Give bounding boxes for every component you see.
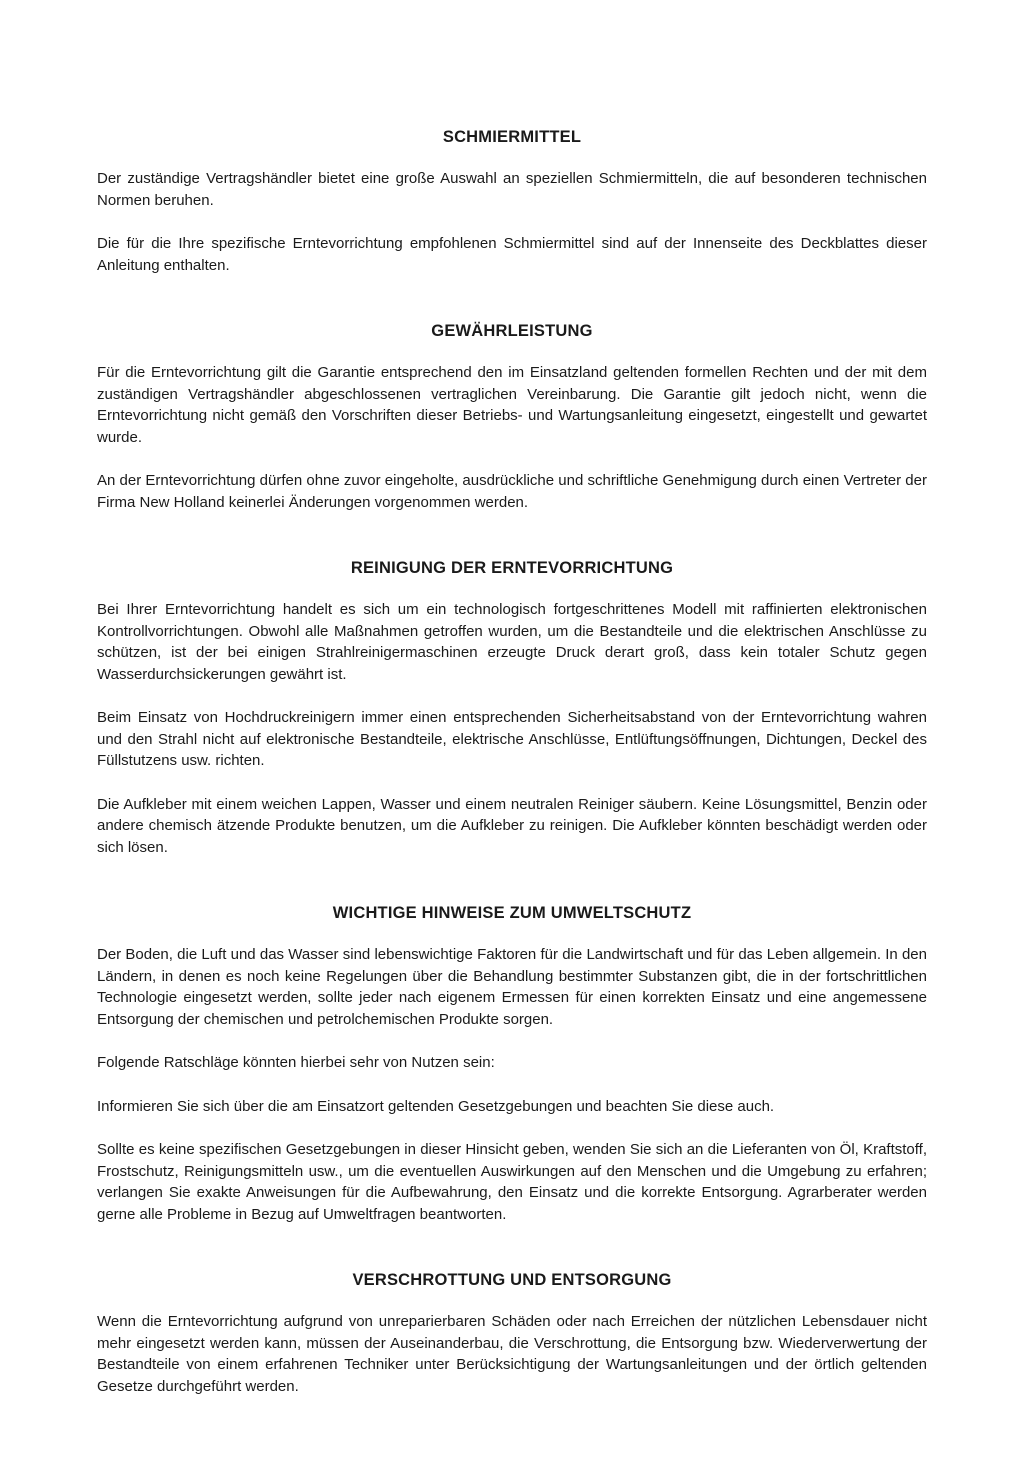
section-heading: WICHTIGE HINWEISE ZUM UMWELTSCHUTZ bbox=[332, 904, 692, 922]
paragraph: Sollte es keine spezifischen Gesetzgebungen in dieser Hinsicht geben, wenden Sie sich an die Lieferanten von Öl, Kraftstoff, Frostschutz, Reinigungsmitteln usw., um die eventuellen Auswirkungen auf den Menschen und die Umgebung zu erfahren; verlangen Sie exakte Anweisungen für die Aufbewahrung, den Einsatz und die korrekte Entsorgung. Agrarberater werden gerne alle Probleme in Bezug auf Umweltfragen beantworten. bbox=[97, 1141, 927, 1223]
section-reinigung bbox=[97, 559, 927, 858]
paragraph: Beim Einsatz von Hochdruckreinigern immer einen entsprechenden Sicherheitsabstand von der Erntevorrichtung wahren und den Strahl nicht auf elektronische Bestandteile, elektrische Anschlüsse, Entlüftungsöffnungen, Dichtungen, Deckel des Füllstutzens usw. richten. bbox=[97, 709, 927, 769]
paragraph: Folgende Ratschläge könnten hierbei sehr von Nutzen sein: bbox=[97, 1054, 495, 1071]
paragraph: Die Aufkleber mit einem weichen Lappen, Wasser und einem neutralen Reiniger säubern. Keine Lösungsmittel, Benzin oder andere chemisch ätzende Produkte benutzen, um die Aufkleber zu reinigen. Die Aufkleber könnten beschädigt werden oder sich lösen. bbox=[97, 795, 927, 856]
paragraph: Wenn die Erntevorrichtung aufgrund von unreparierbaren Schäden oder nach Erreichen der nützlichen Lebensdauer nicht mehr eingesetzt werden kann, müssen der Auseinanderbau, die Verschrottung, die Entsorgung bzw. Wiederverwertung der Bestandteile von einem erfahrenen Techniker unter Berücksichtigung der Wartungsanleitungen und der örtlich geltenden Gesetze durchgeführt werden. bbox=[97, 1313, 927, 1395]
paragraph: Die für die Ihre spezifische Erntevorrichtung empfohlenen Schmiermittel sind auf der Innenseite des Deckblattes dieser Anleitung enthalten. bbox=[97, 235, 927, 274]
section-verschrottung bbox=[97, 1271, 927, 1397]
section-umweltschutz bbox=[97, 904, 927, 1225]
paragraph: An der Erntevorrichtung dürfen ohne zuvor eingeholte, ausdrückliche und schriftliche Genehmigung durch einen Vertreter der Firma New Holland keinerlei Änderungen vorgenommen werden. bbox=[97, 472, 927, 511]
section-heading: REINIGUNG DER ERNTEVORRICHTUNG bbox=[350, 559, 674, 577]
paragraph: Für die Erntevorrichtung gilt die Garantie entsprechend den im Einsatzland geltenden formellen Rechten und der mit dem zuständigen Vertragshändler abgeschlossenen vertraglichen Vereinbarung. Die Garantie gilt jedoch nicht, wenn die Erntevorrichtung nicht gemäß den Vorschriften dieser Betriebs- und Wartungsanleitung eingesetzt, eingestellt und gewartet wurde. bbox=[97, 364, 927, 446]
paragraph: Informieren Sie sich über die am Einsatzort geltenden Gesetzgebungen und beachten Sie diese auch. bbox=[97, 1097, 775, 1115]
paragraph: Der Boden, die Luft und das Wasser sind lebenswichtige Faktoren für die Landwirtschaft und für das Leben allgemein. In den Ländern, in denen es noch keine Regelungen über die Behandlung bestimmter Substanzen gibt, die in der fortschrittlichen Technologie eingesetzt werden, sollte jeder nach eigenem Ermessen für einen korrekten Einsatz und eine angemessene Entsorgung der chemischen und petrolchemischen Produkte sorgen. bbox=[97, 946, 927, 1028]
section-schmiermittel bbox=[97, 128, 927, 276]
paragraph: Bei Ihrer Erntevorrichtung handelt es sich um ein technologisch fortgeschrittenes Modell mit raffinierten elektronischen Kontrollvorrichtungen. Obwohl alle Maßnahmen getroffen wurden, um die Bestandteile und die elektrischen Anschlüsse zu schützen, ist der bei einigen Strahlreinigermaschinen erzeugte Druck derart groß, dass kein totaler Schutz gegen Wasserdurchsickerungen gewährt ist. bbox=[97, 601, 927, 683]
section-gewaehrleistung bbox=[97, 322, 927, 513]
section-heading: VERSCHROTTUNG UND ENTSORGUNG bbox=[352, 1271, 672, 1289]
section-heading: SCHMIERMITTEL bbox=[442, 128, 582, 146]
section-heading: GEWÄHRLEISTUNG bbox=[431, 322, 593, 340]
paragraph: Der zuständige Vertragshändler bietet eine große Auswahl an speziellen Schmiermitteln, die auf besonderen technischen Normen beruhen. bbox=[97, 170, 927, 209]
